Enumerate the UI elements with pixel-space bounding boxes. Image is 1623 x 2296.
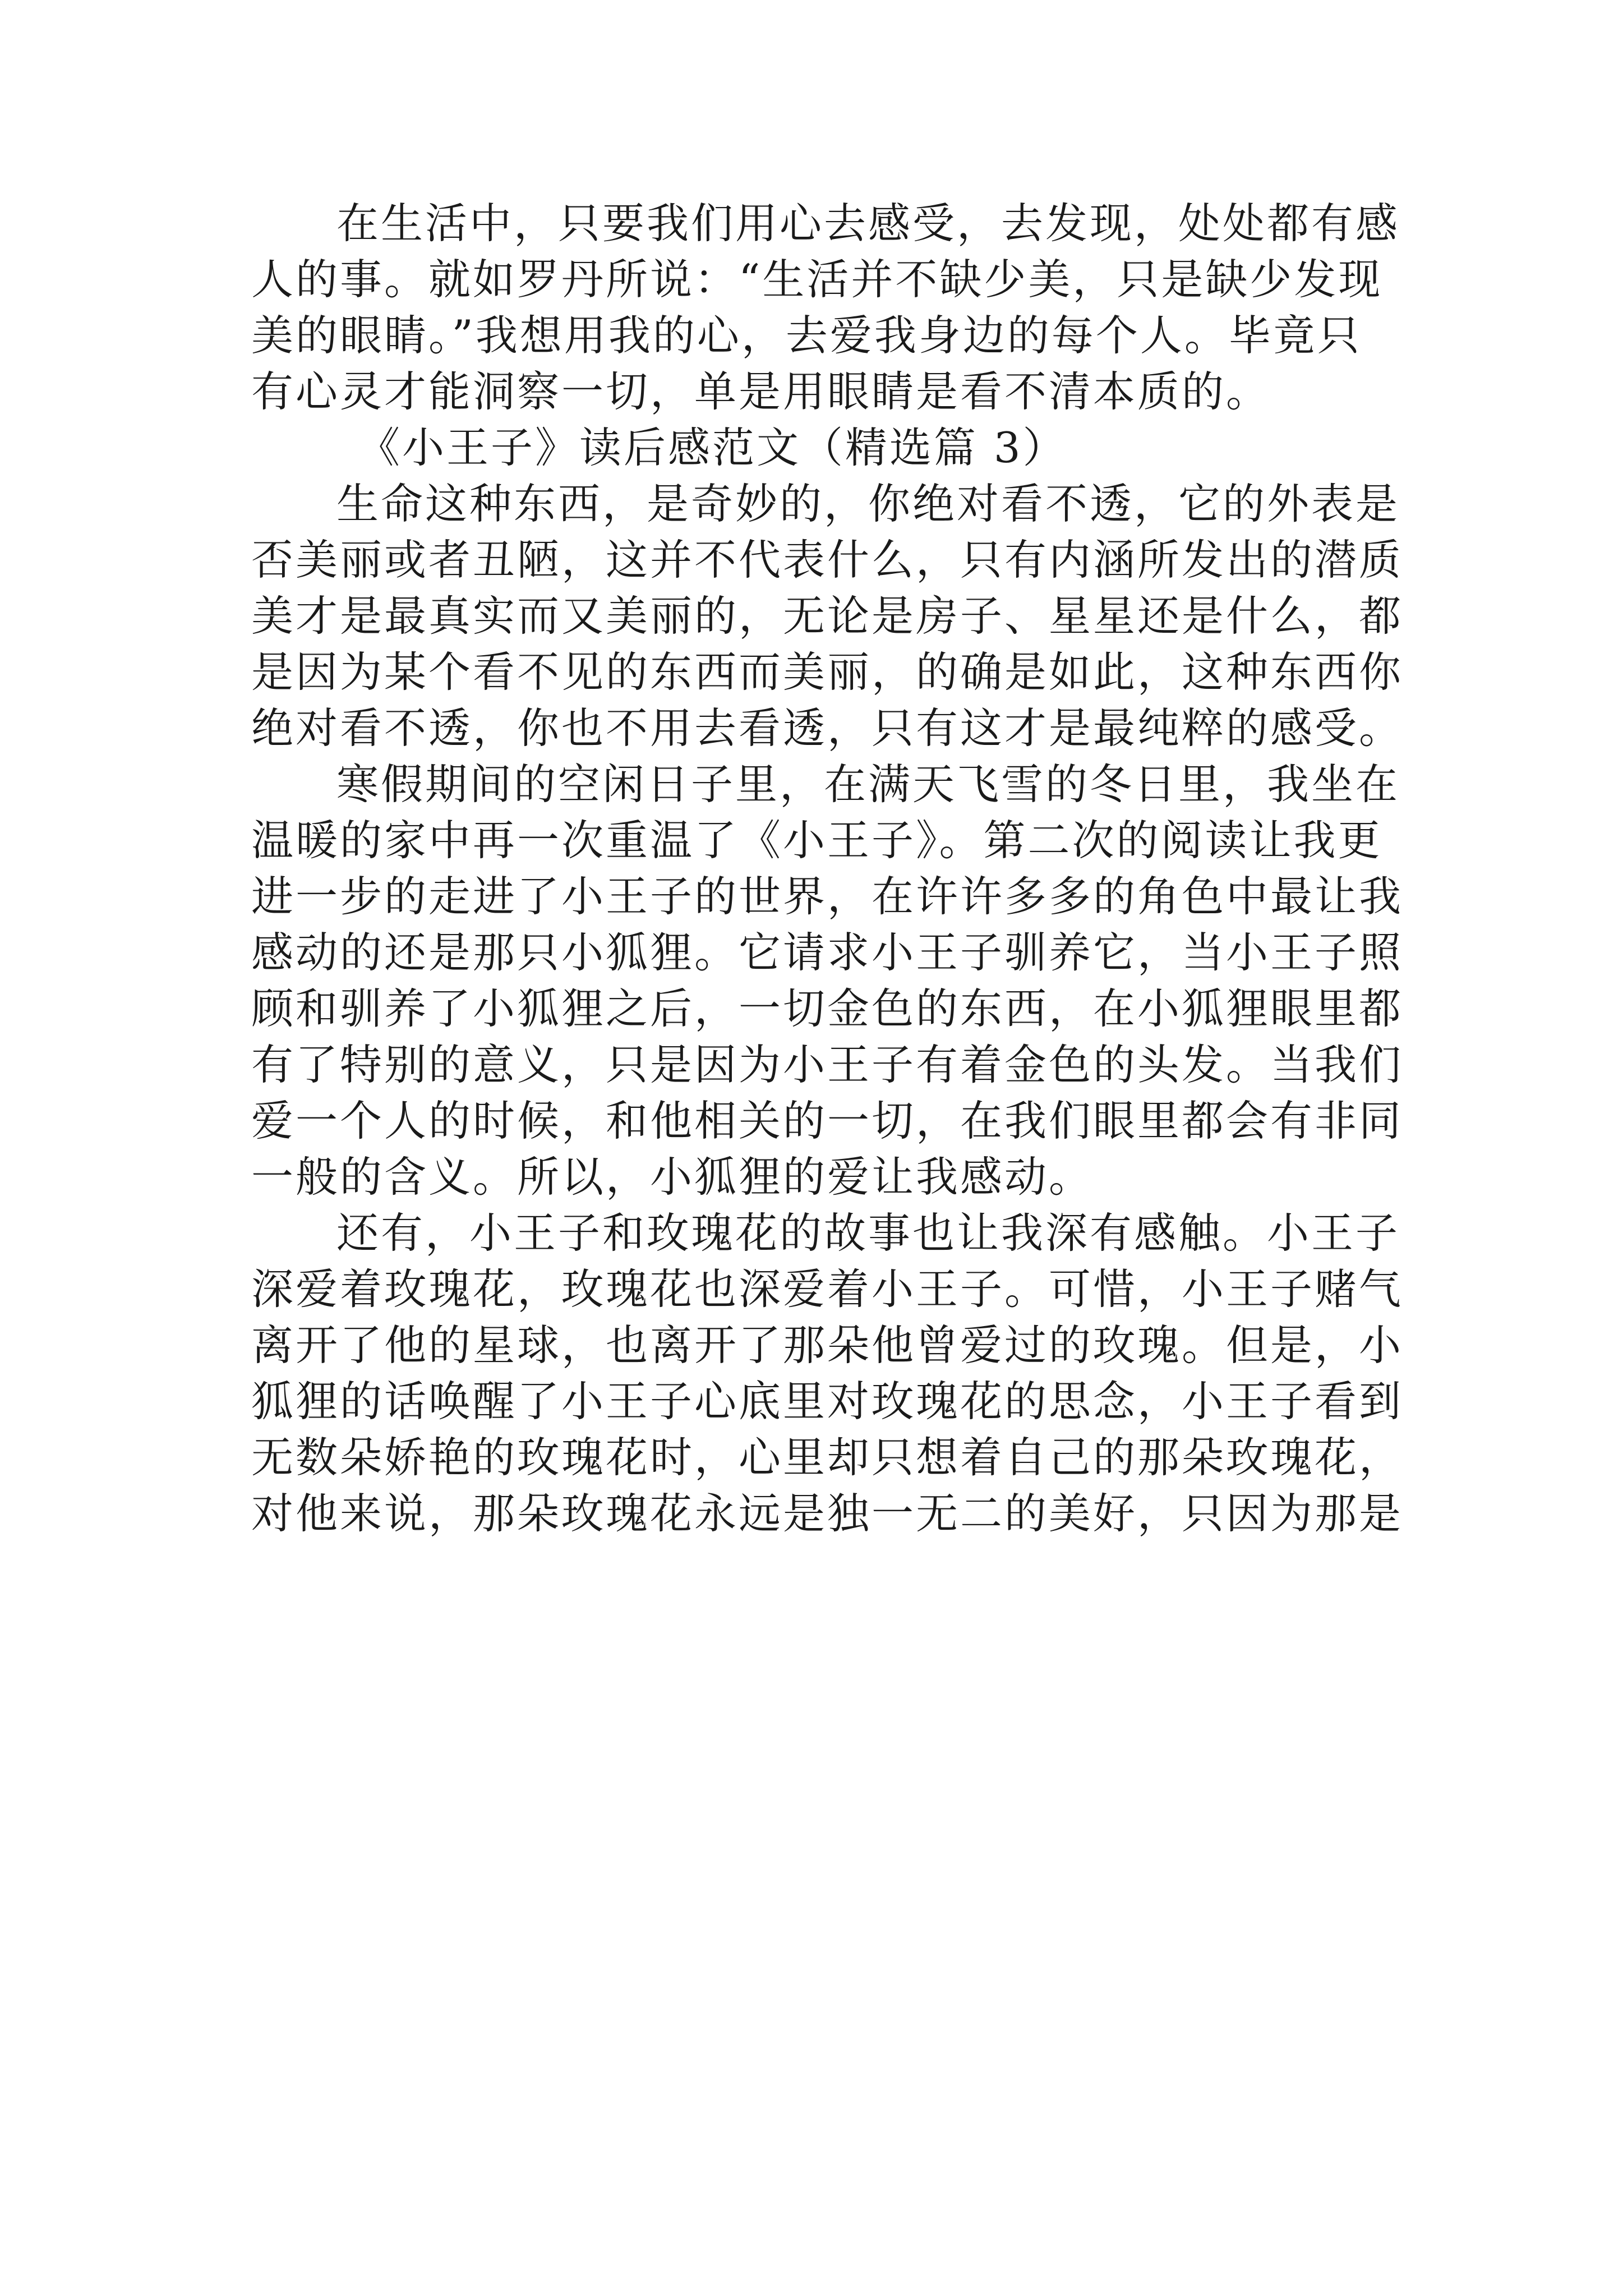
section-heading: 《小王子》读后感范文（精选篇 3） — [358, 423, 1067, 472]
text-line: 绝对看不透，你也不用去看透，只有这才是最纯粹的感受。 — [251, 703, 1404, 753]
text-line: 有心灵才能洞察一切，单是用眼睛是看不清本质的。 — [251, 367, 1271, 416]
text-line: 是因为某个看不见的东西而美丽，的确是如此，这种东西你 — [251, 647, 1404, 697]
text-line: 无数朵娇艳的玫瑰花时，心里却只想着自己的那朵玫瑰花， — [251, 1433, 1404, 1482]
text-line: 狐狸的话唤醒了小王子心底里对玫瑰花的思念，小王子看到 — [251, 1377, 1404, 1426]
text-line: 人的事。就如罗丹所说：“生活并不缺少美，只是缺少发现 — [251, 255, 1383, 304]
text-line: 感动的还是那只小狐狸。它请求小王子驯养它，当小王子照 — [251, 928, 1404, 977]
text-line: 对他来说，那朵玫瑰花永远是独一无二的美好，只因为那是 — [251, 1489, 1404, 1538]
text-line: 还有，小王子和玫瑰花的故事也让我深有感触。小王子 — [336, 1208, 1400, 1258]
text-line: 寒假期间的空闲日子里，在满天飞雪的冬日里，我坐在 — [336, 760, 1400, 809]
text-line: 在生活中，只要我们用心去感受，去发现，处处都有感 — [336, 199, 1400, 248]
text-line: 顾和驯养了小狐狸之后，一切金色的东西，在小狐狸眼里都 — [251, 984, 1404, 1033]
text-line: 深爱着玫瑰花，玫瑰花也深爱着小王子。可惜，小王子赌气 — [251, 1264, 1404, 1314]
text-line: 美的眼睛。”我想用我的心，去爱我身边的每个人。毕竟只 — [251, 311, 1362, 360]
text-line: 否美丽或者丑陋，这并不代表什么，只有内涵所发出的潜质 — [251, 535, 1404, 585]
text-line: 温暖的家中再一次重温了《小王子》。第二次的阅读让我更 — [251, 816, 1382, 865]
text-line: 一般的含义。所以，小狐狸的爱让我感动。 — [251, 1152, 1094, 1202]
text-line: 生命这种东西，是奇妙的，你绝对看不透，它的外表是 — [336, 479, 1400, 528]
document-body — [251, 197, 1404, 1544]
text-line: 进一步的走进了小王子的世界，在许许多多的角色中最让我 — [251, 872, 1404, 921]
text-line: 美才是最真实而又美丽的，无论是房子、星星还是什么，都 — [251, 591, 1404, 641]
text-line: 离开了他的星球，也离开了那朵他曾爱过的玫瑰。但是，小 — [251, 1320, 1404, 1370]
text-line: 爱一个人的时候，和他相关的一切，在我们眼里都会有非同 — [251, 1096, 1404, 1145]
text-line: 有了特别的意义，只是因为小王子有着金色的头发。当我们 — [251, 1040, 1404, 1089]
